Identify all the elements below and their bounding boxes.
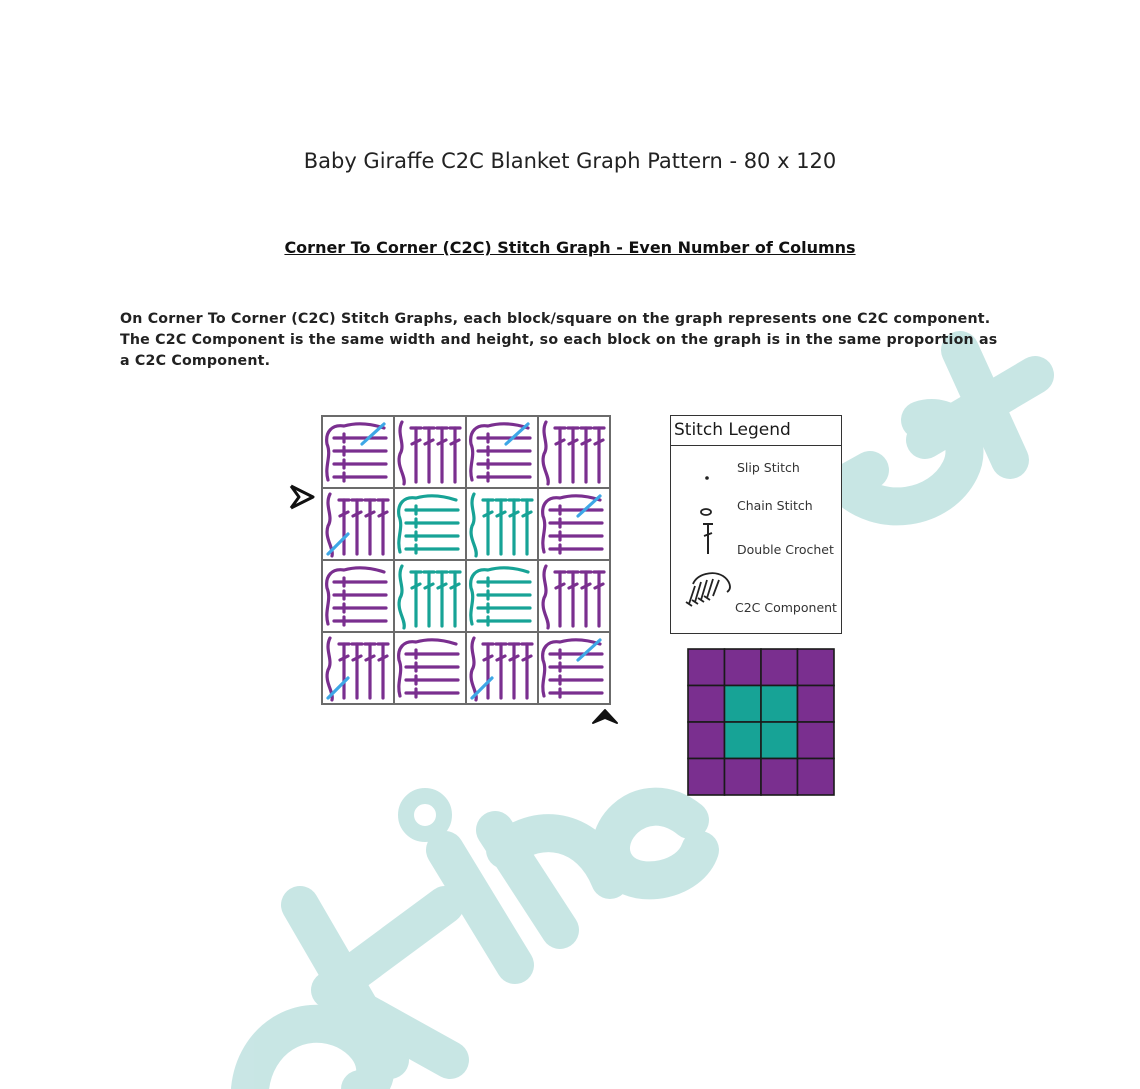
color-cell xyxy=(725,722,762,759)
stitch-cell xyxy=(538,488,610,560)
direction-arrow-icon xyxy=(593,710,617,723)
color-cell xyxy=(798,686,835,723)
oval-icon xyxy=(699,502,713,521)
color-cell xyxy=(761,649,798,686)
stitch-cell xyxy=(322,632,394,704)
color-cell xyxy=(688,759,725,796)
stitch-cell xyxy=(394,488,466,560)
start-arrow-icon xyxy=(291,486,313,508)
stitch-cell xyxy=(538,632,610,704)
c2c-component-icon xyxy=(683,566,739,618)
color-graph xyxy=(687,648,835,796)
color-cell xyxy=(725,649,762,686)
stitch-cell xyxy=(538,416,610,488)
legend-label-slip-stitch: Slip Stitch xyxy=(737,460,800,475)
legend-label-double-crochet: Double Crochet xyxy=(737,542,834,557)
legend-label-c2c-component: C2C Component xyxy=(735,600,837,615)
color-cell xyxy=(761,686,798,723)
description-paragraph: On Corner To Corner (C2C) Stitch Graphs, each block/square on the graph represents one C2C component. The C2C Component is the same width and height, so each block on the graph is in the same proportion as a C2C Component. xyxy=(120,311,998,369)
color-cell xyxy=(725,759,762,796)
color-cell xyxy=(725,686,762,723)
stitch-cell xyxy=(466,560,538,632)
stitch-legend xyxy=(670,415,842,634)
color-cell xyxy=(688,649,725,686)
stitch-cell xyxy=(394,632,466,704)
stitch-graph xyxy=(285,405,630,745)
stitch-cell xyxy=(394,416,466,488)
stitch-cell xyxy=(322,560,394,632)
color-cell xyxy=(798,759,835,796)
stitch-cell xyxy=(322,416,394,488)
stitch-cell xyxy=(466,488,538,560)
color-cell xyxy=(761,722,798,759)
stitch-cell xyxy=(466,416,538,488)
legend-label-chain-stitch: Chain Stitch xyxy=(737,498,813,513)
color-cell xyxy=(688,722,725,759)
stitch-cell xyxy=(466,632,538,704)
color-cell xyxy=(688,686,725,723)
stitch-cell xyxy=(538,560,610,632)
dot-icon xyxy=(704,466,710,485)
section-heading: Corner To Corner (C2C) Stitch Graph - Even Number of Columns xyxy=(284,238,856,257)
color-cell xyxy=(761,759,798,796)
page-title: Baby Giraffe C2C Blanket Graph Pattern - 80 x 120 xyxy=(303,149,837,173)
legend-title: Stitch Legend xyxy=(671,416,841,446)
color-cell xyxy=(798,649,835,686)
color-cell xyxy=(798,722,835,759)
double-crochet-icon xyxy=(701,522,715,560)
stitch-cell xyxy=(322,488,394,560)
stitch-cell xyxy=(394,560,466,632)
